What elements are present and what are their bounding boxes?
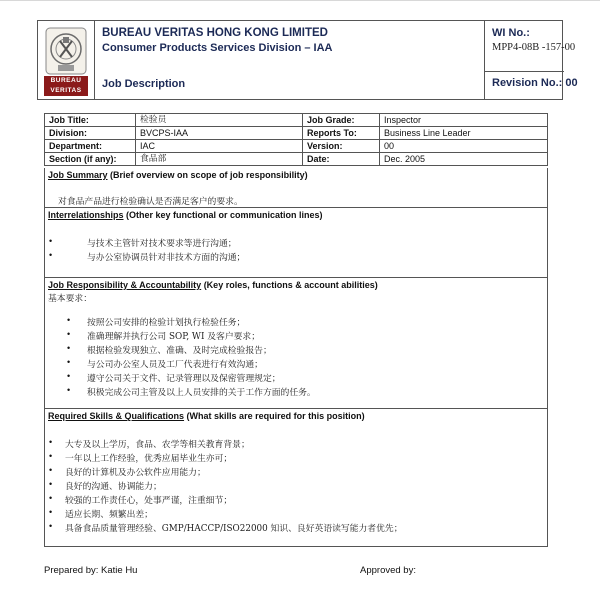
job-summary-note: (Brief overview on scope of job responsibility) <box>107 170 308 180</box>
list-item-text: 根据检验发现独立、准确、及时完成检验报告； <box>87 346 272 356</box>
skills-note: (What skills are required for this position) <box>184 411 365 421</box>
list-item-text: 具备食品质量管理经验、GMP/HACCP/ISO22000 知识、良好英语读写能力者优先； <box>65 524 403 534</box>
job-summary-heading <box>48 170 308 180</box>
bullet-icon: • <box>49 507 53 517</box>
responsibility-title: Job Responsibility & Accountability <box>48 280 202 290</box>
prepared-by: Prepared by: Katie Hu <box>44 565 138 576</box>
skills-section <box>44 409 548 547</box>
interrelationships-note: (Other key functional or communication lines) <box>123 210 323 220</box>
bullet-icon: • <box>49 437 53 447</box>
interrelationships-section <box>44 208 548 278</box>
department-label: Department: <box>45 140 136 153</box>
list-item-text: 与公司办公室人员及工厂代表进行有效沟通； <box>87 360 263 370</box>
division-value: BVCPS-IAA <box>136 127 303 140</box>
bullet-icon: • <box>67 343 71 353</box>
company-name: BUREAU VERITAS HONG KONG LIMITED <box>102 27 328 39</box>
section-value: 食品部 <box>136 153 303 166</box>
job-grade-label: Job Grade: <box>303 114 380 127</box>
interrelationships-heading <box>48 210 323 220</box>
wi-label: WI No.: <box>492 27 530 39</box>
logo-band <box>44 76 88 96</box>
responsibility-subheading: 基本要求： <box>48 294 92 304</box>
version-label: Version: <box>303 140 380 153</box>
table-row <box>45 127 548 140</box>
responsibility-section <box>44 278 548 409</box>
job-summary-title: Job Summary <box>48 170 108 180</box>
list-item-text: 良好的沟通、协调能力； <box>65 482 162 492</box>
skills-title: Required Skills & Qualifications <box>48 411 185 421</box>
bullet-icon: • <box>49 521 53 531</box>
bullet-icon: • <box>67 357 71 367</box>
division-label: Division: <box>45 127 136 140</box>
bullet-icon: • <box>67 329 71 339</box>
list-item-text: 与办公室协调员针对非技术方面的沟通； <box>87 253 246 263</box>
list-item-text: 按照公司安排的检验计划执行检验任务； <box>87 318 246 328</box>
date-value: Dec. 2005 <box>380 153 548 166</box>
reports-to-label: Reports To: <box>303 127 380 140</box>
company-cell <box>94 21 485 99</box>
list-item-text: 良好的计算机及办公软件应用能力； <box>65 468 206 478</box>
date-label: Date: <box>303 153 380 166</box>
bullet-icon: • <box>67 371 71 381</box>
job-info-table <box>44 113 548 166</box>
bullet-icon: • <box>49 479 53 489</box>
responsibility-note: (Key roles, functions & account abilities) <box>201 280 378 290</box>
wi-value: MPP4-08B -157-00 <box>492 42 576 53</box>
bullet-icon: • <box>49 451 53 461</box>
job-grade-value: Inspector <box>380 114 548 127</box>
revision-label: Revision No.: 00 <box>492 77 578 89</box>
table-row <box>45 114 548 127</box>
header-divider <box>484 71 564 72</box>
logo-band-top: BUREAU <box>50 77 82 84</box>
bullet-icon: • <box>49 236 53 246</box>
logo-band-bottom: VERITAS <box>50 87 82 94</box>
document-title: Job Description <box>102 78 186 90</box>
bullet-icon: • <box>67 315 71 325</box>
responsibility-heading <box>48 280 378 290</box>
division-name: Consumer Products Services Division – IAA <box>102 42 333 54</box>
list-item-text: 一年以上工作经验，优秀应届毕业生亦可； <box>65 454 233 464</box>
bullet-icon: • <box>49 250 53 260</box>
page-top-edge <box>0 0 600 1</box>
doc-id-cell <box>484 21 578 99</box>
section-label: Section (if any): <box>45 153 136 166</box>
bureau-veritas-seal-icon <box>44 27 88 75</box>
department-value: IAC <box>136 140 303 153</box>
interrelationships-title: Interrelationships <box>48 210 124 220</box>
skills-heading <box>48 411 365 421</box>
bullet-icon: • <box>49 465 53 475</box>
approved-by: Approved by: <box>360 565 416 576</box>
list-item-text: 适应长期、频繁出差； <box>65 510 153 520</box>
job-summary-section <box>44 168 548 208</box>
reports-to-value: Business Line Leader <box>380 127 548 140</box>
table-row <box>45 153 548 166</box>
logo-cell <box>38 21 95 99</box>
list-item-text: 较强的工作责任心，处事严谨，注重细节； <box>65 496 233 506</box>
job-summary-text: 对食品产品进行检验确认是否满足客户的要求。 <box>58 197 243 207</box>
list-item-text: 遵守公司关于文件、记录管理以及保密管理规定； <box>87 374 281 384</box>
table-row <box>45 140 548 153</box>
list-item-text: 准确理解并执行公司 SOP, WI 及客户要求； <box>87 332 261 342</box>
list-item-text: 大专及以上学历，食品、农学等相关教育背景； <box>65 440 250 450</box>
list-item-text: 与技术主管针对技术要求等进行沟通； <box>87 239 237 249</box>
bullet-icon: • <box>67 385 71 395</box>
bullet-icon: • <box>49 493 53 503</box>
version-value: 00 <box>380 140 548 153</box>
list-item-text: 积极完成公司主管及以上人员安排的关于工作方面的任务。 <box>87 388 316 398</box>
job-title-value: 检验员 <box>136 114 303 127</box>
job-title-label: Job Title: <box>45 114 136 127</box>
document-header <box>37 20 578 100</box>
